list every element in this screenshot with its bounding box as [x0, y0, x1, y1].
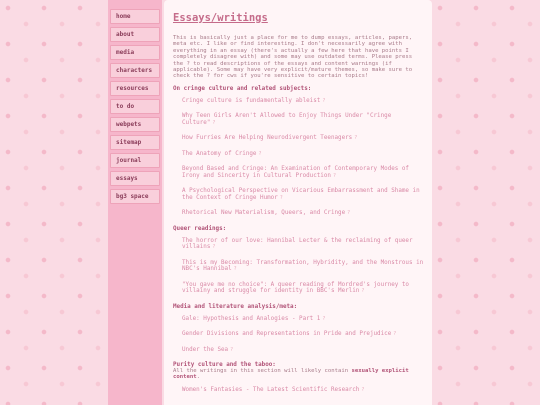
section-heading-queer: Queer readings:	[173, 225, 227, 232]
nav-journal-button[interactable]: journal	[110, 153, 160, 168]
info-marker-icon[interactable]: ?	[322, 315, 326, 322]
essay-link[interactable]: Cringe culture is fundamentally ableist ?	[182, 97, 326, 104]
essay-link[interactable]: The horror of our love: Hannibal Lecter & the reclaiming of queer villains ?	[182, 237, 413, 251]
essay-link[interactable]: The Anatomy of Cringe ?	[182, 150, 262, 157]
info-marker-icon[interactable]: ?	[279, 194, 283, 201]
essay-link[interactable]: A Psychological Perspective on Vicarious Embarrassment and Shame in the Context of Cringe Humor ?	[182, 188, 420, 201]
nav-essays-button[interactable]: essays	[110, 171, 160, 186]
essay-link[interactable]: Why Teen Girls Aren't Allowed to Enjoy Things Under "Cringe Culture" ?	[182, 113, 392, 126]
nav-resources-button[interactable]: resources	[110, 81, 160, 96]
intro-paragraph: This is basically just a place for me to dump essays, articles, papers, meta etc. I like or find interesting. I don't necessarily agree with everything in an essay (there's actually a few here that have points I completely disagree with) and some may use outdated terms. Please press the ? to read descriptions of the essays and content warnings (if applicable). Some may have very explicit/mature themes, so make sure to check the ? for cws if you're sensitive to certain topics!	[173, 35, 413, 80]
essay-link[interactable]: Under the Sea ?	[182, 346, 234, 353]
info-marker-icon[interactable]: ?	[354, 135, 358, 142]
nav-sitemap-button[interactable]: sitemap	[110, 135, 160, 150]
essay-link[interactable]: Rhetorical New Materialism, Queers, and Cringe ?	[182, 210, 351, 217]
info-marker-icon[interactable]: ?	[347, 210, 351, 217]
nav-webpets-button[interactable]: webpets	[110, 117, 160, 132]
nav-bg3-space-button[interactable]: bg3 space	[110, 189, 160, 204]
info-marker-icon[interactable]: ?	[393, 331, 397, 338]
info-marker-icon[interactable]: ?	[322, 97, 326, 104]
nav-todo-button[interactable]: to do	[110, 99, 160, 114]
info-marker-icon[interactable]: ?	[332, 172, 336, 179]
info-marker-icon[interactable]: ?	[361, 288, 365, 295]
main-content	[164, 0, 432, 405]
essay-link[interactable]: Women's Fantasies - The Latest Scientific Research ?	[182, 387, 365, 394]
essay-link[interactable]: Gale: Hypothesis and Analogies - Part 1 ?	[182, 315, 326, 322]
nav-about-button[interactable]: about	[110, 27, 160, 42]
section-heading-purity: Purity culture and the taboo:	[173, 362, 276, 369]
essay-link[interactable]: Gender Divisions and Representations in Pride and Prejudice ?	[182, 331, 397, 338]
sidebar-nav	[108, 0, 162, 405]
essay-link[interactable]: Beyond Based and Cringe: An Examination of Contemporary Modes of Irony and Sincerity in Cultural Production ?	[182, 166, 409, 179]
page-title: Essays/writings	[173, 12, 268, 24]
essay-link[interactable]: How Furries Are Helping Neurodivergent Teenagers ?	[182, 135, 358, 142]
section-heading-cringe: On cringe culture and related subjects:	[173, 85, 312, 92]
info-marker-icon[interactable]: ?	[230, 346, 234, 353]
essay-link[interactable]: "You gave me no choice": A queer reading of Mordred's journey to villainy and struggle for identity in BBC's Merlin ?	[182, 281, 409, 295]
info-marker-icon[interactable]: ?	[258, 150, 262, 157]
section-note: All the writings in this section will likely contain sexually explicit content.	[173, 368, 409, 381]
nav-characters-button[interactable]: characters	[110, 63, 160, 78]
section-heading-media: Media and literature analysis/meta:	[173, 303, 298, 310]
info-marker-icon[interactable]: ?	[361, 387, 365, 394]
info-marker-icon[interactable]: ?	[233, 266, 237, 273]
nav-home-button[interactable]: home	[110, 9, 160, 24]
essay-link[interactable]: This is my Becoming: Transformation, Hybridity, and the Monstrous in NBC's Hannibal ?	[182, 259, 424, 273]
nav-media-button[interactable]: media	[110, 45, 160, 60]
info-marker-icon[interactable]: ?	[212, 244, 216, 251]
info-marker-icon[interactable]: ?	[212, 119, 216, 126]
